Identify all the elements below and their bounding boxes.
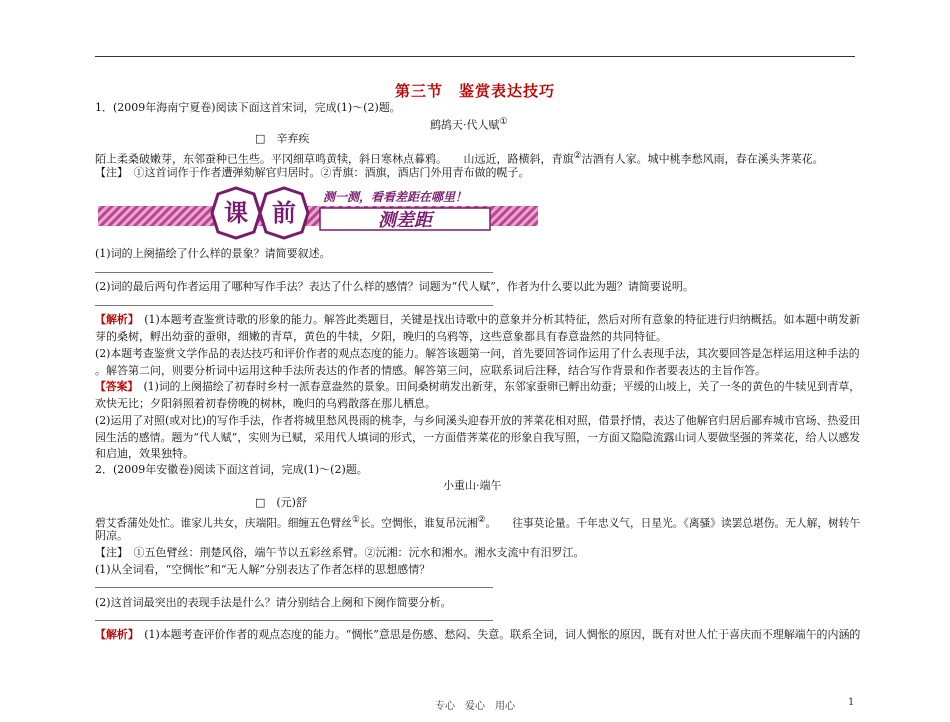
q2-answer-line-2 bbox=[95, 620, 493, 621]
q2-analysis-text: (1)本题考查评价作者的观点态度的能力。“惆怅”意思是伤感、愁闷、失意。联系全词，词人惆怅的原因，既有对世人忙于喜庆而不理解端午的内涵的 bbox=[133, 628, 861, 641]
q1-analysis-text-1: (1)本题考查鉴赏诗歌的形象的能力。解答此类题目，关键是找出诗歌中的意象并分析其特征，然后对所有意象的特征进行归纳概括。如本题中萌发新 bbox=[133, 313, 861, 326]
q1-answer-text-5: 和启迪，效果独特。 bbox=[95, 447, 194, 460]
q1-analysis-line-4: 。解答第二问，则要分析词中运用这种手法所表达的作者的情感。解答第三问，应联系词后注释，结合写作背景和作者要表达的主旨作答。 bbox=[95, 364, 766, 377]
q2-note-text: ①五色臂丝：荆楚风俗，端午节以五彩丝系臂。②沅湘：沅水和湘水。湘水支流中有汨罗江。 bbox=[122, 546, 585, 559]
banner-label: 测差距 bbox=[378, 210, 432, 231]
q1-footnote-mark-2: ② bbox=[573, 151, 582, 161]
q2-footnote-mark-1: ① bbox=[351, 515, 360, 525]
q1-answer-line-1 bbox=[95, 272, 493, 273]
q1-analysis-line-2: 芽的桑树，孵出幼蚕的蚕卵，细嫩的青草，黄色的牛犊，夕阳，晚归的乌鸦等，这些意象都具有春意盎然的共同特征。 bbox=[95, 330, 667, 343]
q1-answer-label: 【答案】 bbox=[95, 380, 133, 393]
q1-analysis-label: 【解析】 bbox=[95, 313, 134, 326]
q1-poem-title bbox=[430, 114, 508, 134]
q1-note-text: ①这首词作于作者遭弹劾解官归居时。②青旗：酒旗，酒店门外用青布做的幌子。 bbox=[122, 166, 530, 179]
q1-answer-line-1-text bbox=[95, 379, 860, 395]
q1-poem-part-a: 陌上柔桑破嫩芽，东邻蚕种已生些。平冈细草鸣黄犊，斜日寒林点暮鸦。 山远近，路横斜，青旗 bbox=[95, 152, 574, 166]
q2-poem-title: 小重山·端午 bbox=[443, 479, 502, 492]
pre-class-banner bbox=[98, 184, 538, 242]
q1-answer-text-3: (2)运用了对照(或对比)的写作手法，作者将城里愁风畏雨的桃李，与乡间溪头迎春开放的荠菜花相对照，借景抒情，表达了他解官归居后鄙弃城市官场、热爱田 bbox=[95, 414, 861, 427]
page-footer: 专心 爱心 用心 bbox=[435, 701, 515, 712]
header-rule bbox=[95, 56, 855, 57]
q1-sub-question-2: (2)词的最后两句作者运用了哪种写作手法？表达了什么样的感情？词题为“代人赋”，作者为什么要以此为题？请简要说明。 bbox=[95, 280, 694, 293]
q2-poem-part-b: 长。空惆怅，谁复吊沅湘 bbox=[359, 516, 478, 530]
q1-footnote-mark-1: ① bbox=[499, 117, 508, 127]
q1-author: □ 辛弃疾 bbox=[255, 132, 310, 145]
q1-answer-line-2 bbox=[95, 305, 493, 306]
q2-answer-line-1 bbox=[95, 587, 493, 588]
page-number: 1 bbox=[848, 697, 855, 708]
q1-analysis-line-1 bbox=[95, 312, 860, 328]
q1-answer-text-2: 欢快无比；夕阳斜照着初春傍晚的树林，晚归的乌鸦散落在那儿栖息。 bbox=[95, 397, 436, 410]
banner-char-1: 课 bbox=[224, 198, 248, 227]
q2-poem-part-c: 。 往事莫论量。千年忠义气，日星光。《离骚》读罢总堪伤。无人解，树转午 bbox=[485, 516, 861, 530]
banner-char-2: 前 bbox=[272, 198, 296, 227]
q1-answer-text-1: (1)词的上阕描绘了初春时乡村一派春意盎然的景象。田间桑树萌发出新芽，东邻家蚕卵已孵出幼蚕；平缓的山坡上，关了一冬的黄色的牛犊见到青草， bbox=[132, 380, 861, 393]
q2-note-label: 【注】 bbox=[95, 546, 123, 559]
q2-poem-part-d: 阴凉。 bbox=[95, 529, 128, 542]
q2-note bbox=[95, 545, 585, 561]
q2-sub-question-1: (1)从全词看，“空惆怅”和“无人解”分别表达了作者怎样的思想感情？ bbox=[95, 563, 431, 576]
q1-note-label: 【注】 bbox=[95, 166, 123, 179]
q2-analysis-label: 【解析】 bbox=[95, 628, 134, 641]
q2-sub-question-2: (2)这首词最突出的表现手法是什么？请分别结合上阕和下阕作简要分析。 bbox=[95, 596, 452, 609]
q1-intro: 1．(2009年海南宁夏卷)阅读下面这首宋词，完成(1)～(2)题。 bbox=[95, 101, 401, 114]
q1-answer-text-4: 园生活的感情。题为“代人赋”，实则为已赋，采用代人填词的形式，一方面借荠菜花的形象自我写照，一方面又隐隐流露山词人要做坚强的荠菜花，给人以感发 bbox=[95, 431, 861, 444]
q2-footnote-mark-2: ② bbox=[477, 515, 486, 525]
q2-poem-text bbox=[95, 512, 860, 532]
q2-poem-part-a: 碧艾香蒲处处忙。谁家儿共女，庆端阳。细缠五色臂丝 bbox=[95, 516, 352, 530]
q1-poem-title-text: 鹧鸪天·代人赋 bbox=[430, 118, 500, 132]
banner-slogan: 测一测，看看差距在哪里！ bbox=[323, 190, 468, 204]
q2-analysis-line bbox=[95, 627, 860, 643]
q1-note bbox=[95, 165, 530, 181]
section-title: 第三节 鉴赏表达技巧 bbox=[394, 82, 555, 100]
q1-sub-question-1: (1)词的上阕描绘了什么样的景象？请简要叙述。 bbox=[95, 247, 331, 260]
q2-intro: 2．(2009年安徽卷)阅读下面这首词，完成(1)～(2)题。 bbox=[95, 463, 368, 476]
q2-author: □ (元)舒 bbox=[255, 496, 307, 509]
q1-analysis-line-3: (2)本题考查鉴赏文学作品的表达技巧和评价作者的观点态度的能力。解答该题第一问，首先要回答词作运用了什么表现手法，其次要回答是怎样运用这种手法的 bbox=[95, 347, 860, 360]
q1-poem-part-b: 沽酒有人家。城中桃李愁风雨，春在溪头荠菜花。 bbox=[581, 152, 824, 166]
